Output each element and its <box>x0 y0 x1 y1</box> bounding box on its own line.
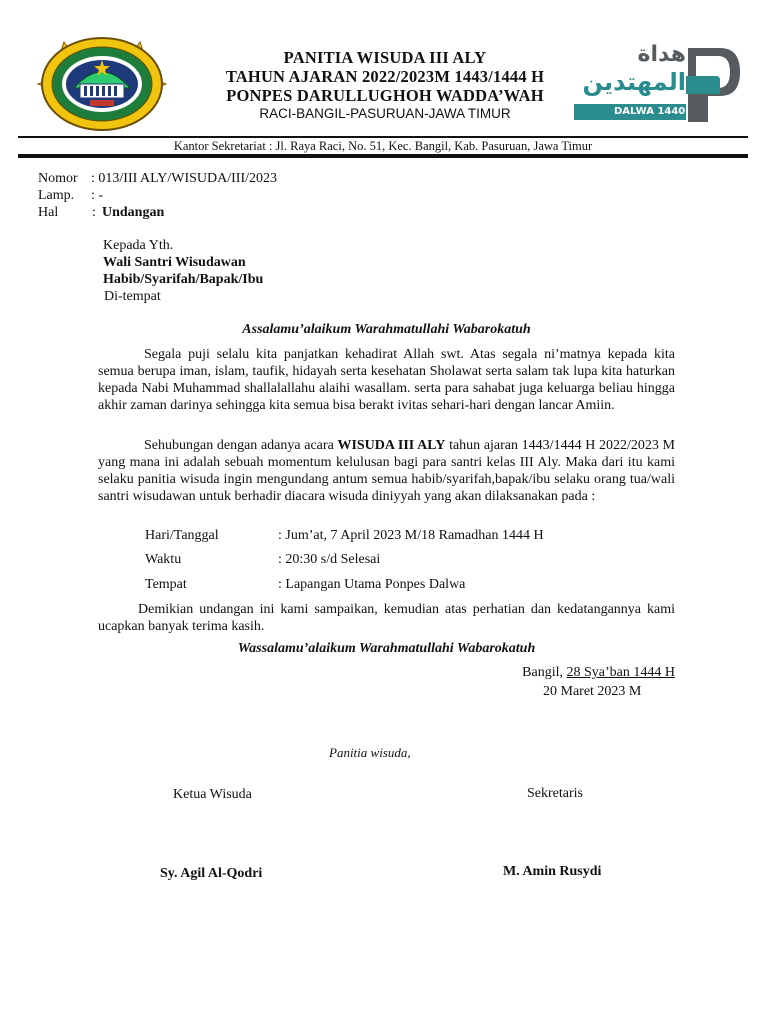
header-title-line2: TAHUN AJARAN 2022/2023M 1443/1444 H <box>225 67 545 86</box>
nomor-value: : 013/III ALY/WISUDA/III/2023 <box>91 171 278 186</box>
chair-name: Sy. Agil Al-Qodri <box>160 866 263 881</box>
paragraph-closing: Demikian undangan ini kami sampaikan, kemudian atas perhatian dan kedatangannya kami ucapkan banyak terima kasih. <box>98 602 675 634</box>
hal-label: Hal <box>38 205 59 220</box>
letter-date-masehi: 20 Maret 2023 M <box>543 684 642 699</box>
recipient-line1: Kepada Yth. <box>103 238 174 253</box>
schedule-value-place: : Lapangan Utama Ponpes Dalwa <box>278 577 466 592</box>
dalwa-arabic-top: هداة <box>637 42 686 67</box>
yayasan-logo <box>34 34 170 134</box>
schedule-value-date: : Jum’at, 7 April 2023 M/18 Ramadhan 1444 H <box>278 528 544 543</box>
header-rule-top <box>18 136 748 138</box>
secretary-name: M. Amin Rusydi <box>503 864 602 879</box>
lamp-value: : - <box>91 188 104 203</box>
lamp-label: Lamp. <box>38 188 75 203</box>
schedule-label-time: Waktu <box>145 552 182 567</box>
invitation-post: tahun ajaran 1443/1444 H 2022/2023 M yang mana ini adalah sebuah momentum kelulusan bagi para santri kelas III Aly. Maka dari itu kami selaku panitia wisuda ingin mengundang antum semua habib/syarifah,bapak/ibu selaku orang tua/wali santri wisudawan untuk berhadir diacara wisuda diniyyah yang akan dilaksanakan pada : <box>98 438 675 504</box>
schedule-label-place: Tempat <box>145 577 187 592</box>
invitation-event-name: WISUDA III ALY <box>337 438 446 453</box>
hal-value: Undangan <box>102 205 165 220</box>
recipient-line4: Di-tempat <box>104 289 161 304</box>
header-title-line1: PANITIA WISUDA III ALY <box>283 48 487 67</box>
committee-label: Panitia wisuda, <box>329 745 411 760</box>
header-address: Kantor Sekretariat : Jl. Raya Raci, No. 51, Kec. Bangil, Kab. Pasuruan, Jawa Timur <box>173 139 593 153</box>
schedule-value-time: : 20:30 s/d Selesai <box>278 552 381 567</box>
paragraph-invitation <box>98 437 675 505</box>
greeting-open: Assalamu’alaikum Warahmatullahi Wabarokatuh <box>242 322 531 337</box>
invitation-pre: Sehubungan dengan adanya acara <box>144 438 338 453</box>
secretary-title: Sekretaris <box>527 786 583 801</box>
hal-colon: : <box>92 205 96 220</box>
dalwa-badge: DALWA 1440 <box>614 106 686 117</box>
date-hijri: 28 Sya’ban 1444 H <box>566 665 675 680</box>
dalwa-arabic-bottom: المهتدين <box>582 68 686 96</box>
date-place: Bangil, <box>522 665 567 680</box>
header-rule-bottom <box>18 154 748 158</box>
letter-date-hijri <box>440 665 675 681</box>
paragraph-opening: Segala puji selalu kita panjatkan kehadirat Allah swt. Atas segala ni’matnya kepada kita semua berupa iman, islam, taufik, hidayah serta kesehatan Sholawat serta salam tak lupa kita haturkan kepada Nabi Muhammad shallalallahu alaihi wasallam. serta para sahabat juga keluarga beliau hingga akhir zaman darinya sehingga kita semua bisa berakt ivitas sehari-hari dengan lancar Amiin. <box>98 347 675 413</box>
schedule-label-date: Hari/Tanggal <box>145 528 219 543</box>
nomor-label: Nomor <box>38 171 78 186</box>
header-title-line3: PONPES DARULLUGHOH WADDA’WAH <box>226 86 544 105</box>
chair-title: Ketua Wisuda <box>173 787 252 802</box>
greeting-close: Wassalamu’alaikum Warahmatullahi Wabarokatuh <box>237 641 536 656</box>
header-title-line4: RACI-BANGIL-PASURUAN-JAWA TIMUR <box>259 106 511 121</box>
recipient-line3: Habib/Syarifah/Bapak/Ibu <box>103 272 264 287</box>
recipient-line2: Wali Santri Wisudawan <box>103 255 246 270</box>
dalwa-logo <box>570 42 746 126</box>
